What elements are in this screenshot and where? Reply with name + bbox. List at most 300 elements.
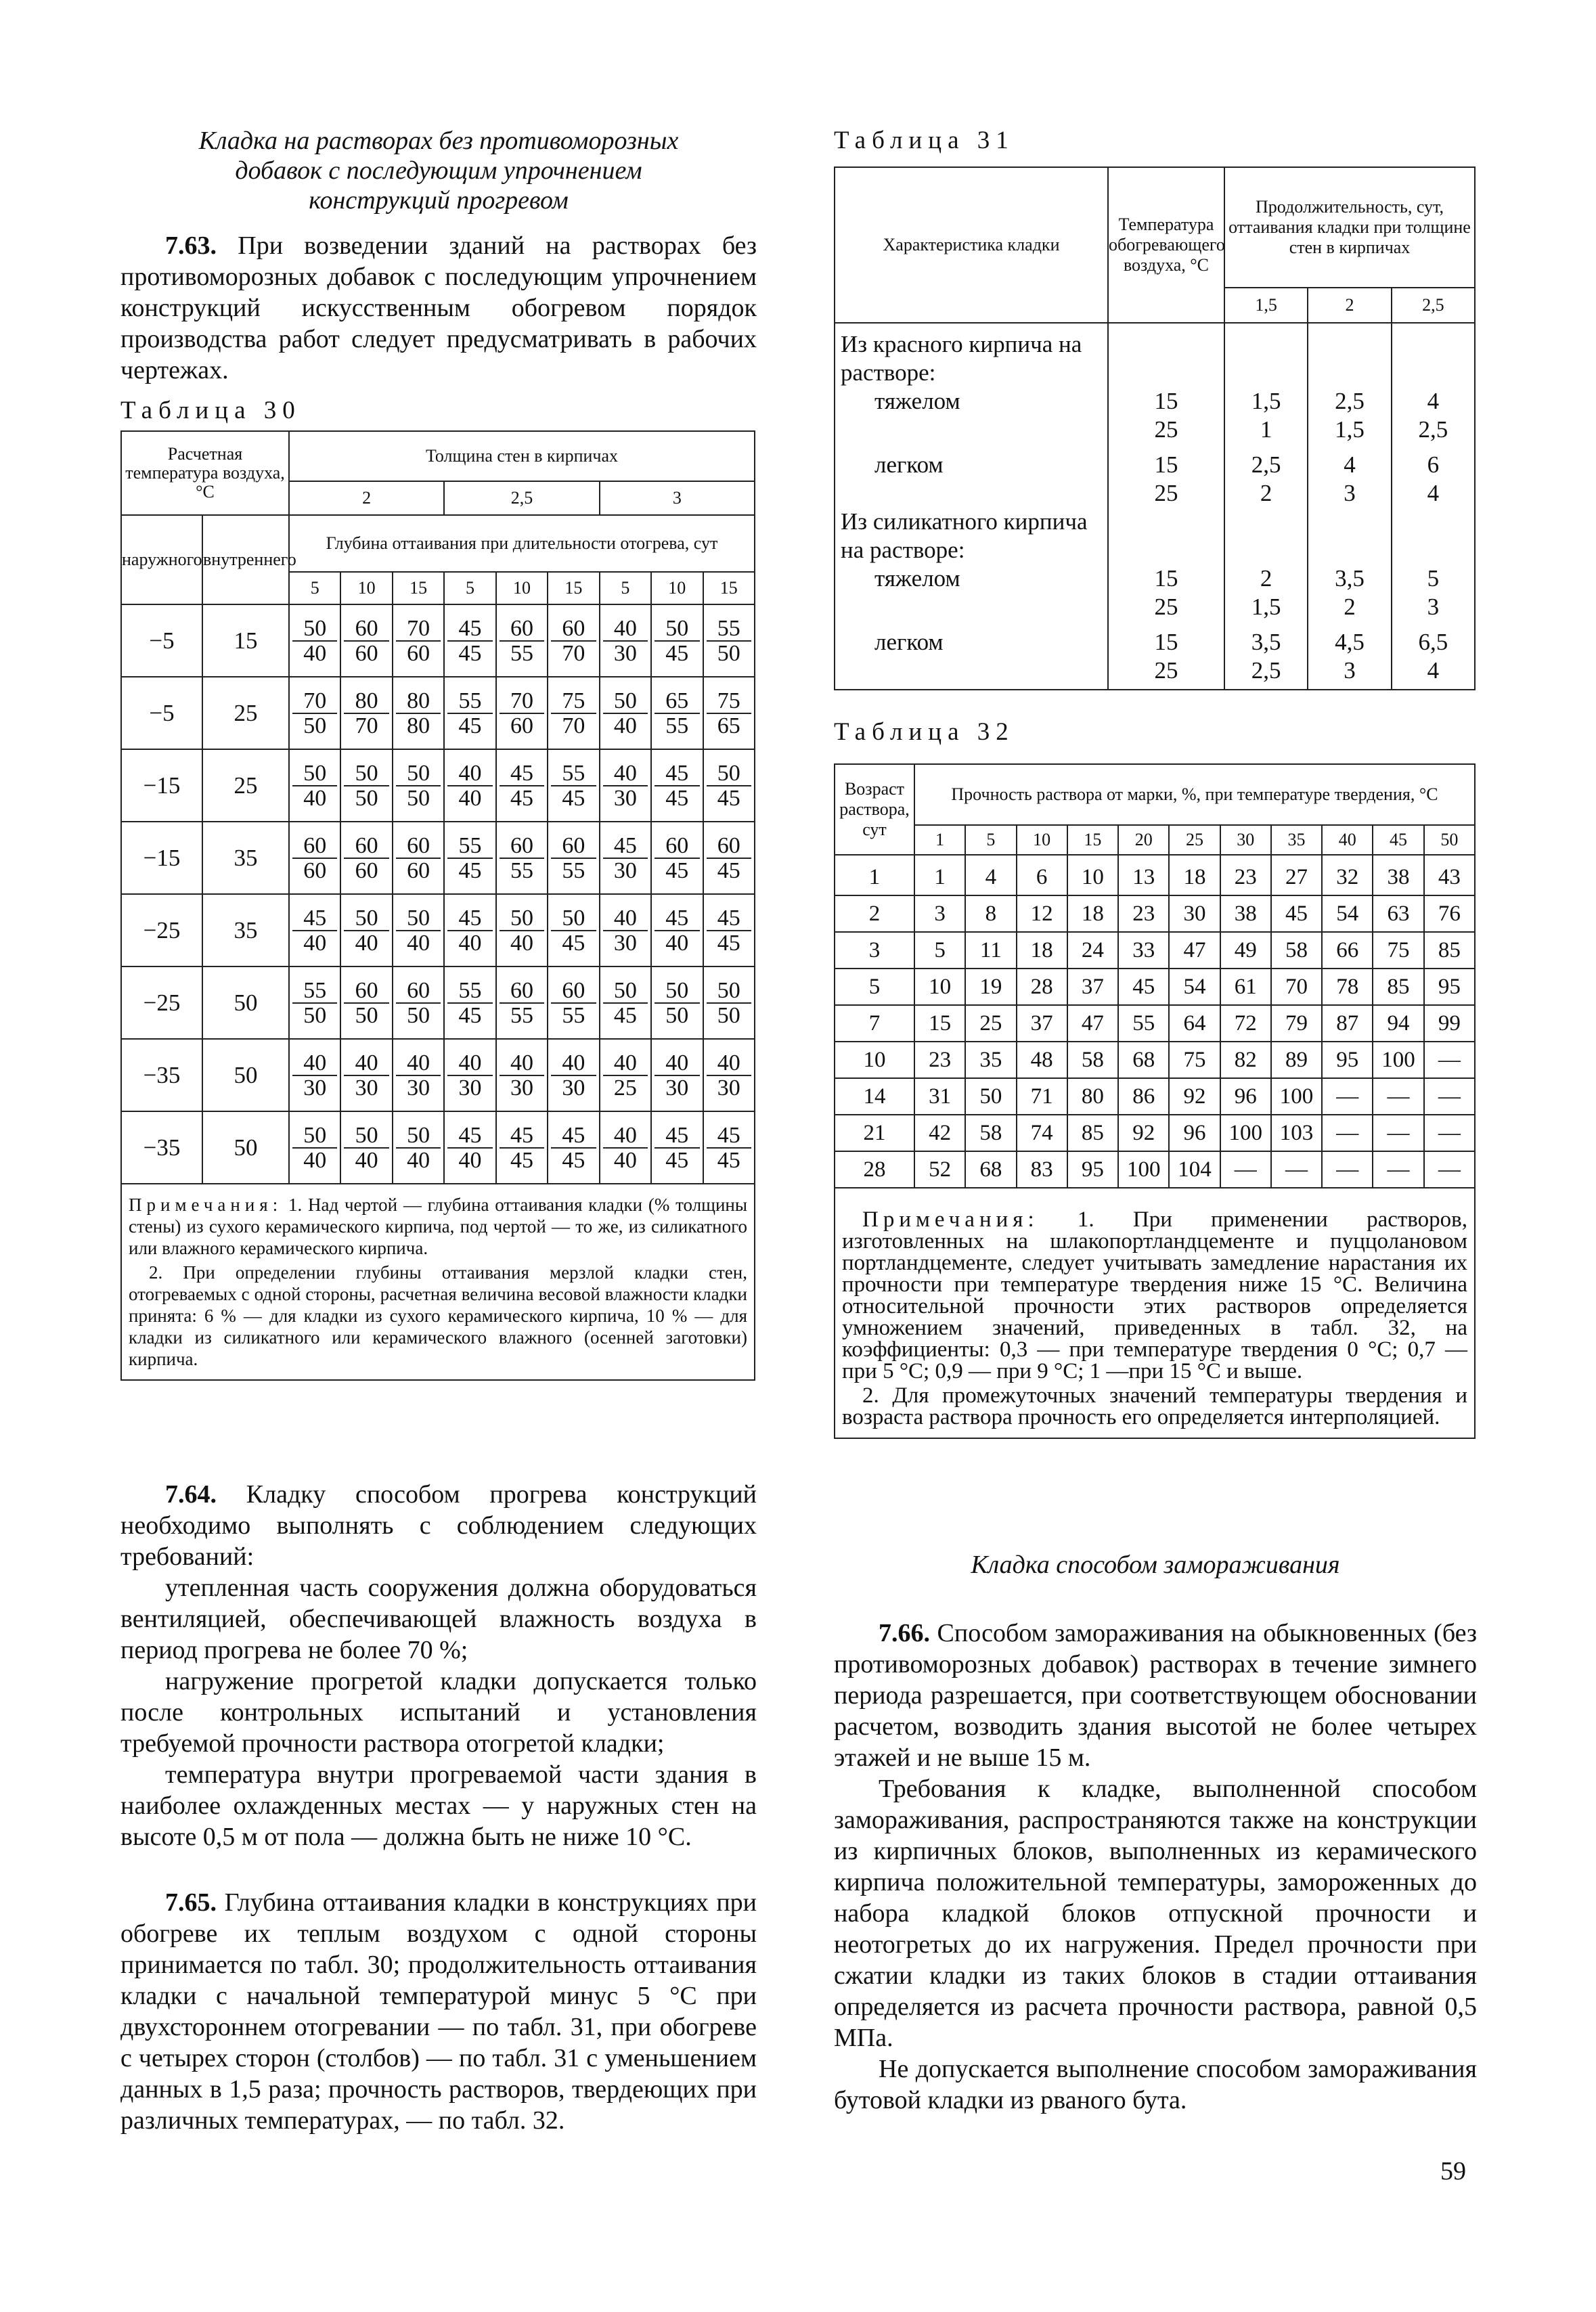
depth-wet: 50	[303, 1002, 327, 1028]
depth-wet: 70	[355, 713, 378, 738]
strength-cell: 37	[1017, 1005, 1067, 1042]
depth-wet: 55	[510, 640, 533, 666]
depth-wet: 45	[562, 785, 585, 811]
strength-cell: —	[1322, 1115, 1373, 1151]
strength-cell: 52	[914, 1151, 965, 1188]
table-30	[120, 430, 755, 1381]
depth-wet: 40	[665, 930, 689, 956]
depth-cell	[289, 1039, 340, 1111]
depth-wet: 55	[665, 713, 689, 738]
depth-dry: 50	[344, 761, 389, 786]
depth-dry: 40	[707, 1051, 752, 1076]
depth-wet: 45	[665, 640, 689, 666]
header-outer: наружного	[121, 515, 202, 604]
depth-wet: 60	[303, 858, 327, 883]
strength-cell: 33	[1118, 932, 1169, 969]
depth-dry: 50	[603, 979, 648, 1004]
strength-cell: —	[1322, 1078, 1373, 1115]
strength-cell: 18	[1067, 895, 1118, 932]
table-row	[121, 966, 755, 1039]
strength-cell: 89	[1271, 1042, 1322, 1078]
depth-cell	[340, 749, 392, 822]
depth-cell	[289, 677, 340, 749]
strength-cell: 61	[1220, 969, 1271, 1005]
depth-wet: 45	[562, 1147, 585, 1173]
temp-header: 15	[1067, 825, 1118, 855]
depth-cell	[651, 894, 703, 966]
table-row	[835, 1078, 1475, 1115]
depth-wet: 45	[562, 930, 585, 956]
depth-cell	[548, 1111, 599, 1184]
strength-cell: 100	[1220, 1115, 1271, 1151]
strength-cell: —	[1373, 1078, 1423, 1115]
strength-cell: 38	[1373, 855, 1423, 895]
table-30-notes: Примечания: 1. Над чертой — глубина оттаивания кладки (% толщины стены) из сухого керамического кирпича, под чертой — то же, из силикатного или влажного керамического кирпича. 2. При определении глубины оттаивания мерзлой кладки стен, отогреваемых с одной стороны, расчетная величина весовой влажности кладки принята: 6 % — для кладки из сухого керамического кирпича, 10 % — для кладки из силикатного или керамического влажного (осенней заготовки) кирпича.	[121, 1184, 755, 1380]
day-header: 5	[600, 572, 651, 604]
depth-wet: 45	[665, 1147, 689, 1173]
strength-cell: 38	[1220, 895, 1271, 932]
strength-cell: 70	[1271, 969, 1322, 1005]
depth-wet: 30	[355, 1075, 378, 1101]
depth-cell	[289, 1111, 340, 1184]
depth-wet: 50	[355, 785, 378, 811]
depth-dry: 40	[603, 617, 648, 642]
strength-cell: 75	[1373, 932, 1423, 969]
age-cell: 5	[835, 969, 914, 1005]
depth-wet: 70	[562, 713, 585, 738]
strength-cell: 95	[1322, 1042, 1373, 1078]
table-32-notes: Примечания: 1. При применении растворов, изготовленных на шлакопортландцементе и пуццолановом портландцементе, следует учитывать замедление нарастания их прочности при температуре твердения ниже 15 °С. Величина относительной прочности этих растворов определяется умножением значений, приведенных в табл. 32, на коэффициенты: 0,3 — при температуре твердения 0 °С; 0,7 — при 5 °С; 0,9 — при 9 °С; 1 —при 15 °С и выше. 2. Для промежуточных значений температуры твердения и возраста раствора прочность его определяется интерполяцией.	[835, 1188, 1475, 1438]
strength-cell: 6	[1017, 855, 1067, 895]
depth-wet: 30	[613, 930, 637, 956]
depth-wet: 70	[562, 640, 585, 666]
strength-cell: 104	[1169, 1151, 1220, 1188]
depth-wet: 40	[613, 1147, 637, 1173]
depth-wet: 40	[303, 1147, 327, 1173]
depth-wet: 45	[665, 858, 689, 883]
depth-dry: 45	[655, 1124, 699, 1149]
depth-dry: 50	[396, 906, 441, 931]
depth-wet: 30	[717, 1075, 740, 1101]
depth-cell	[289, 749, 340, 822]
day-header: 5	[289, 572, 340, 604]
depth-cell	[496, 1111, 548, 1184]
outer-temp: −15	[121, 822, 202, 894]
strength-cell: 76	[1424, 895, 1475, 932]
strength-cell: 35	[965, 1042, 1016, 1078]
paragraph-7-63: 7.63. При возведении зданий на растворах без противоморозных добавок с последующим упрочнением конструкций искусственным обогревом порядок производства работ следует предусматривать в рабочих чертежах.	[120, 231, 757, 384]
strength-cell: —	[1271, 1151, 1322, 1188]
day-header: 15	[548, 572, 599, 604]
depth-cell	[444, 604, 495, 677]
strength-cell: 18	[1017, 932, 1067, 969]
depth-cell	[651, 966, 703, 1039]
inner-temp: 50	[202, 1039, 289, 1111]
strength-cell: —	[1424, 1151, 1475, 1188]
depth-dry: 50	[344, 1124, 389, 1149]
depth-dry: 45	[447, 906, 492, 931]
outer-temp: −35	[121, 1039, 202, 1111]
strength-cell: 47	[1067, 1005, 1118, 1042]
depth-wet: 45	[717, 1147, 740, 1173]
strength-cell: —	[1373, 1115, 1423, 1151]
depth-wet: 45	[458, 713, 482, 738]
header-strength: Прочность раствора от марки, %, при температуре твердения, °С	[914, 764, 1475, 825]
depth-dry: 50	[292, 761, 337, 786]
strength-cell: 13	[1118, 855, 1169, 895]
strength-cell: 92	[1118, 1115, 1169, 1151]
inner-temp: 35	[202, 822, 289, 894]
inner-temp: 15	[202, 604, 289, 677]
strength-cell: 31	[914, 1078, 965, 1115]
depth-cell	[340, 1039, 392, 1111]
strength-cell: 100	[1118, 1151, 1169, 1188]
depth-dry: 45	[500, 761, 544, 786]
depth-wet: 40	[613, 713, 637, 738]
depth-dry: 60	[500, 834, 544, 859]
depth-dry: 60	[551, 979, 596, 1004]
depth-dry: 40	[603, 761, 648, 786]
strength-cell: 15	[914, 1005, 965, 1042]
strength-cell: 18	[1169, 855, 1220, 895]
depth-wet: 45	[613, 1002, 637, 1028]
depth-wet: 30	[613, 858, 637, 883]
outer-temp: −5	[121, 677, 202, 749]
depth-dry: 80	[396, 689, 441, 714]
depth-cell	[496, 677, 548, 749]
depth-dry: 60	[396, 834, 441, 859]
depth-dry: 50	[655, 979, 699, 1004]
strength-cell: 45	[1271, 895, 1322, 932]
depth-cell	[548, 822, 599, 894]
strength-cell: 80	[1067, 1078, 1118, 1115]
depth-dry: 45	[447, 617, 492, 642]
thickness-3: 3	[600, 481, 755, 515]
age-cell: 7	[835, 1005, 914, 1042]
depth-wet: 45	[510, 1147, 533, 1173]
depth-cell	[393, 1039, 444, 1111]
depth-cell	[444, 677, 495, 749]
depth-dry: 60	[551, 834, 596, 859]
temp-header: 30	[1220, 825, 1271, 855]
age-cell: 14	[835, 1078, 914, 1115]
depth-cell	[600, 1039, 651, 1111]
table-row	[121, 749, 755, 822]
group-red-brick: Из красного кирпича на растворе: тяжелом	[835, 323, 1108, 444]
depth-cell	[703, 677, 755, 749]
depth-cell	[600, 1111, 651, 1184]
inner-temp: 25	[202, 677, 289, 749]
strength-cell: 83	[1017, 1151, 1067, 1188]
table-31-label: Таблица 31	[834, 127, 1015, 154]
depth-wet: 40	[458, 930, 482, 956]
depth-cell	[548, 749, 599, 822]
depth-wet: 40	[303, 785, 327, 811]
strength-cell: 8	[965, 895, 1016, 932]
depth-cell	[496, 1039, 548, 1111]
paragraph-7-65: 7.65. Глубина оттаивания кладки в конструкциях при обогреве их теплым воздухом с одной стороны принимается по табл. 30; продолжительность оттаивания кладки с начальной температурой минус 5 °С при двухстороннем отогревании — по табл. 31, при обогреве с четырех сторон (столбов) — по табл. 31 с уменьшением данных в 1,5 раза; прочность растворов, твердеющих при различных температурах, — по табл. 32.	[120, 1888, 757, 2135]
strength-cell: 55	[1118, 1005, 1169, 1042]
strength-cell: 68	[965, 1151, 1016, 1188]
header-temperature: Расчетная температура воздуха, °С	[121, 431, 289, 515]
depth-wet: 40	[510, 930, 533, 956]
thickness-2-5: 2,5	[444, 481, 599, 515]
strength-cell: 100	[1373, 1042, 1423, 1078]
paragraph-7-64: 7.64. Кладку способом прогрева конструкций необходимо выполнять с соблюдением следующих требований: утепленная часть сооружения должна оборудоваться вентиляцией, обеспечивающей влажность воздуха в период прогрева не более 70 %; нагружение прогретой кладки допускается только после контрольных испытаний и установления требуемой прочности раствора отогретой кладки; температура внутри прогреваемой части здания в наиболее охлажденных местах — у наружных стен на высоте 0,5 м от пола — должна быть не ниже 10 °С.	[120, 1480, 757, 1851]
depth-cell	[600, 966, 651, 1039]
strength-cell: 32	[1322, 855, 1373, 895]
depth-cell	[444, 749, 495, 822]
depth-dry: 45	[292, 906, 337, 931]
table-row	[835, 1042, 1475, 1078]
depth-dry: 75	[707, 689, 752, 714]
strength-cell: 103	[1271, 1115, 1322, 1151]
depth-wet: 40	[303, 930, 327, 956]
depth-wet: 55	[562, 858, 585, 883]
strength-cell: 58	[965, 1115, 1016, 1151]
day-header: 15	[703, 572, 755, 604]
strength-cell: 1	[914, 855, 965, 895]
table-32-label: Таблица 32	[834, 718, 1015, 746]
depth-dry: 50	[500, 906, 544, 931]
strength-cell: 58	[1067, 1042, 1118, 1078]
depth-dry: 55	[447, 834, 492, 859]
depth-wet: 55	[562, 1002, 585, 1028]
strength-cell: 96	[1220, 1078, 1271, 1115]
depth-wet: 50	[407, 1002, 430, 1028]
strength-cell: 23	[1118, 895, 1169, 932]
depth-cell	[548, 894, 599, 966]
section-heading-heating: Кладка на растворах без противоморозных добавок с последующим упрочнением конструкций прогревом	[198, 127, 679, 215]
depth-wet: 60	[355, 858, 378, 883]
temp-header: 35	[1271, 825, 1322, 855]
temp-header: 20	[1118, 825, 1169, 855]
inner-temp: 35	[202, 894, 289, 966]
depth-dry: 45	[655, 761, 699, 786]
depth-dry: 40	[447, 1051, 492, 1076]
depth-wet: 50	[717, 1002, 740, 1028]
depth-cell	[548, 1039, 599, 1111]
depth-cell	[340, 1111, 392, 1184]
depth-cell	[393, 749, 444, 822]
depth-cell	[393, 604, 444, 677]
strength-cell: 68	[1118, 1042, 1169, 1078]
strength-cell: 24	[1067, 932, 1118, 969]
depth-wet: 50	[407, 785, 430, 811]
strength-cell: 82	[1220, 1042, 1271, 1078]
depth-cell	[496, 604, 548, 677]
depth-cell	[393, 822, 444, 894]
depth-dry: 50	[603, 689, 648, 714]
strength-cell: 94	[1373, 1005, 1423, 1042]
header-inner: внутреннего	[202, 515, 289, 604]
depth-wet: 45	[717, 858, 740, 883]
strength-cell: 66	[1322, 932, 1373, 969]
depth-cell	[600, 677, 651, 749]
depth-wet: 40	[407, 930, 430, 956]
day-header: 5	[444, 572, 495, 604]
depth-cell	[289, 822, 340, 894]
strength-cell: 54	[1322, 895, 1373, 932]
depth-dry: 70	[500, 689, 544, 714]
depth-dry: 45	[603, 834, 648, 859]
header-duration: Продолжительность, сут, оттаивания кладки при толщине стен в кирпичах	[1224, 167, 1475, 288]
strength-cell: —	[1220, 1151, 1271, 1188]
depth-wet: 45	[717, 930, 740, 956]
depth-dry: 50	[707, 761, 752, 786]
depth-cell	[444, 966, 495, 1039]
header-depth: Глубина оттаивания при длительности отогрева, сут	[289, 515, 755, 572]
depth-cell	[703, 894, 755, 966]
depth-dry: 60	[500, 979, 544, 1004]
strength-cell: 92	[1169, 1078, 1220, 1115]
depth-cell	[393, 894, 444, 966]
depth-cell	[703, 604, 755, 677]
strength-cell: 4	[965, 855, 1016, 895]
strength-cell: 50	[965, 1078, 1016, 1115]
depth-dry: 45	[551, 1124, 596, 1149]
strength-cell: —	[1322, 1151, 1373, 1188]
strength-cell: 42	[914, 1115, 965, 1151]
depth-dry: 45	[707, 906, 752, 931]
depth-wet: 45	[717, 785, 740, 811]
depth-wet: 45	[458, 858, 482, 883]
depth-wet: 80	[407, 713, 430, 738]
depth-wet: 60	[510, 713, 533, 738]
depth-cell	[496, 822, 548, 894]
strength-cell: 85	[1424, 932, 1475, 969]
strength-cell: 100	[1271, 1078, 1322, 1115]
depth-cell	[444, 1039, 495, 1111]
table-row	[835, 932, 1475, 969]
day-header: 10	[340, 572, 392, 604]
strength-cell: 86	[1118, 1078, 1169, 1115]
strength-cell: 74	[1017, 1115, 1067, 1151]
depth-cell	[600, 749, 651, 822]
group-silicate-brick: Из силикатного кирпича на растворе: тяжелом	[835, 508, 1108, 621]
depth-cell	[393, 677, 444, 749]
depth-dry: 40	[551, 1051, 596, 1076]
strength-cell: 30	[1169, 895, 1220, 932]
strength-cell: 11	[965, 932, 1016, 969]
table-row	[835, 1005, 1475, 1042]
depth-cell	[600, 894, 651, 966]
depth-wet: 25	[613, 1075, 637, 1101]
depth-dry: 55	[447, 689, 492, 714]
depth-wet: 45	[458, 1002, 482, 1028]
table-31: Характеристика кладки Температура обогревающего воздуха, °С Продолжительность, сут, оттаивания кладки при толщине стен в кирпичах 1,5 2 2,5 Из красного кирпича на растворе: тяжелом 15 25 1,5 1 2,5 1,5 4 2,5 легком 15 25 2,5 2 4 3 6 4 Из силикатного кирпича на растворе: тяжелом 15 25 2 1,5 3,5 2 5 3 легком 15 25 3,5 2,5 4,5 3 6,5 4	[834, 166, 1476, 690]
depth-cell	[340, 822, 392, 894]
depth-wet: 50	[665, 1002, 689, 1028]
depth-wet: 55	[510, 1002, 533, 1028]
depth-dry: 40	[344, 1051, 389, 1076]
table-32	[834, 763, 1476, 1439]
inner-temp: 25	[202, 749, 289, 822]
depth-wet: 40	[407, 1147, 430, 1173]
strength-cell: 99	[1424, 1005, 1475, 1042]
depth-dry: 60	[344, 979, 389, 1004]
strength-cell: 85	[1373, 969, 1423, 1005]
depth-cell	[289, 604, 340, 677]
day-header: 10	[651, 572, 703, 604]
depth-dry: 40	[655, 1051, 699, 1076]
table-row	[121, 604, 755, 677]
depth-dry: 50	[551, 906, 596, 931]
depth-wet: 60	[407, 858, 430, 883]
depth-dry: 50	[292, 1124, 337, 1149]
strength-cell: 63	[1373, 895, 1423, 932]
day-header: 15	[393, 572, 444, 604]
depth-dry: 60	[344, 834, 389, 859]
depth-wet: 40	[355, 1147, 378, 1173]
header-heating-temp: Температура обогревающего воздуха, °С	[1108, 167, 1224, 323]
depth-wet: 50	[717, 640, 740, 666]
header-thickness: Толщина стен в кирпичах	[289, 431, 755, 481]
depth-dry: 40	[447, 761, 492, 786]
depth-dry: 60	[500, 617, 544, 642]
depth-wet: 30	[613, 640, 637, 666]
strength-cell: 19	[965, 969, 1016, 1005]
paragraph-7-66: 7.66. Способом замораживания на обыкновенных (без противоморозных добавок) растворах в течение зимнего периода разрешается, при соответствующем обосновании расчетом, возводить здания высотой не более четырех этажей и не выше 15 м. Требования к кладке, выполненной способом замораживания, распространяются также на конструкции из кирпичных блоков, выполненных из керамического кирпича положительной температуры, замороженных до набора кладкой блоков отпускной прочности и неотогретых до их нагружения. Предел прочности при сжатии кладки из таких блоков в стадии оттаивания определяется из расчета прочности раствора, равной 0,5 МПа. Не допускается выполнение способом замораживания бутовой кладки из рваного бута.	[834, 1619, 1478, 2114]
depth-cell	[548, 966, 599, 1039]
depth-dry: 65	[655, 689, 699, 714]
section-heading-freezing: Кладка способом замораживания	[971, 1551, 1340, 1579]
depth-cell	[600, 604, 651, 677]
depth-cell	[548, 677, 599, 749]
temp-header: 50	[1424, 825, 1475, 855]
strength-cell: 27	[1271, 855, 1322, 895]
strength-cell: 3	[914, 895, 965, 932]
temp-header: 40	[1322, 825, 1373, 855]
depth-wet: 30	[458, 1075, 482, 1101]
paragraph-number: 7.63.	[165, 231, 217, 260]
strength-cell: 49	[1220, 932, 1271, 969]
depth-wet: 60	[355, 640, 378, 666]
strength-cell: —	[1424, 1115, 1475, 1151]
header-age: Возраст раствора, сут	[835, 764, 914, 855]
depth-dry: 40	[603, 1124, 648, 1149]
strength-cell: 47	[1169, 932, 1220, 969]
depth-wet: 45	[458, 640, 482, 666]
depth-dry: 50	[396, 761, 441, 786]
table-row	[835, 969, 1475, 1005]
strength-cell: 71	[1017, 1078, 1067, 1115]
depth-wet: 30	[562, 1075, 585, 1101]
depth-dry: 50	[292, 617, 337, 642]
depth-wet: 65	[717, 713, 740, 738]
strength-cell: 54	[1169, 969, 1220, 1005]
table-row	[121, 894, 755, 966]
strength-cell: 10	[1067, 855, 1118, 895]
depth-wet: 50	[355, 1002, 378, 1028]
depth-dry: 60	[551, 617, 596, 642]
strength-cell: 12	[1017, 895, 1067, 932]
depth-dry: 70	[396, 617, 441, 642]
strength-cell: 64	[1169, 1005, 1220, 1042]
depth-dry: 55	[707, 617, 752, 642]
table-row	[835, 1115, 1475, 1151]
outer-temp: −35	[121, 1111, 202, 1184]
depth-wet: 30	[613, 785, 637, 811]
strength-cell: 87	[1322, 1005, 1373, 1042]
depth-dry: 60	[707, 834, 752, 859]
depth-dry: 50	[344, 906, 389, 931]
depth-dry: 45	[707, 1124, 752, 1149]
depth-wet: 30	[510, 1075, 533, 1101]
strength-cell: 45	[1118, 969, 1169, 1005]
strength-cell: 5	[914, 932, 965, 969]
strength-cell: —	[1424, 1078, 1475, 1115]
